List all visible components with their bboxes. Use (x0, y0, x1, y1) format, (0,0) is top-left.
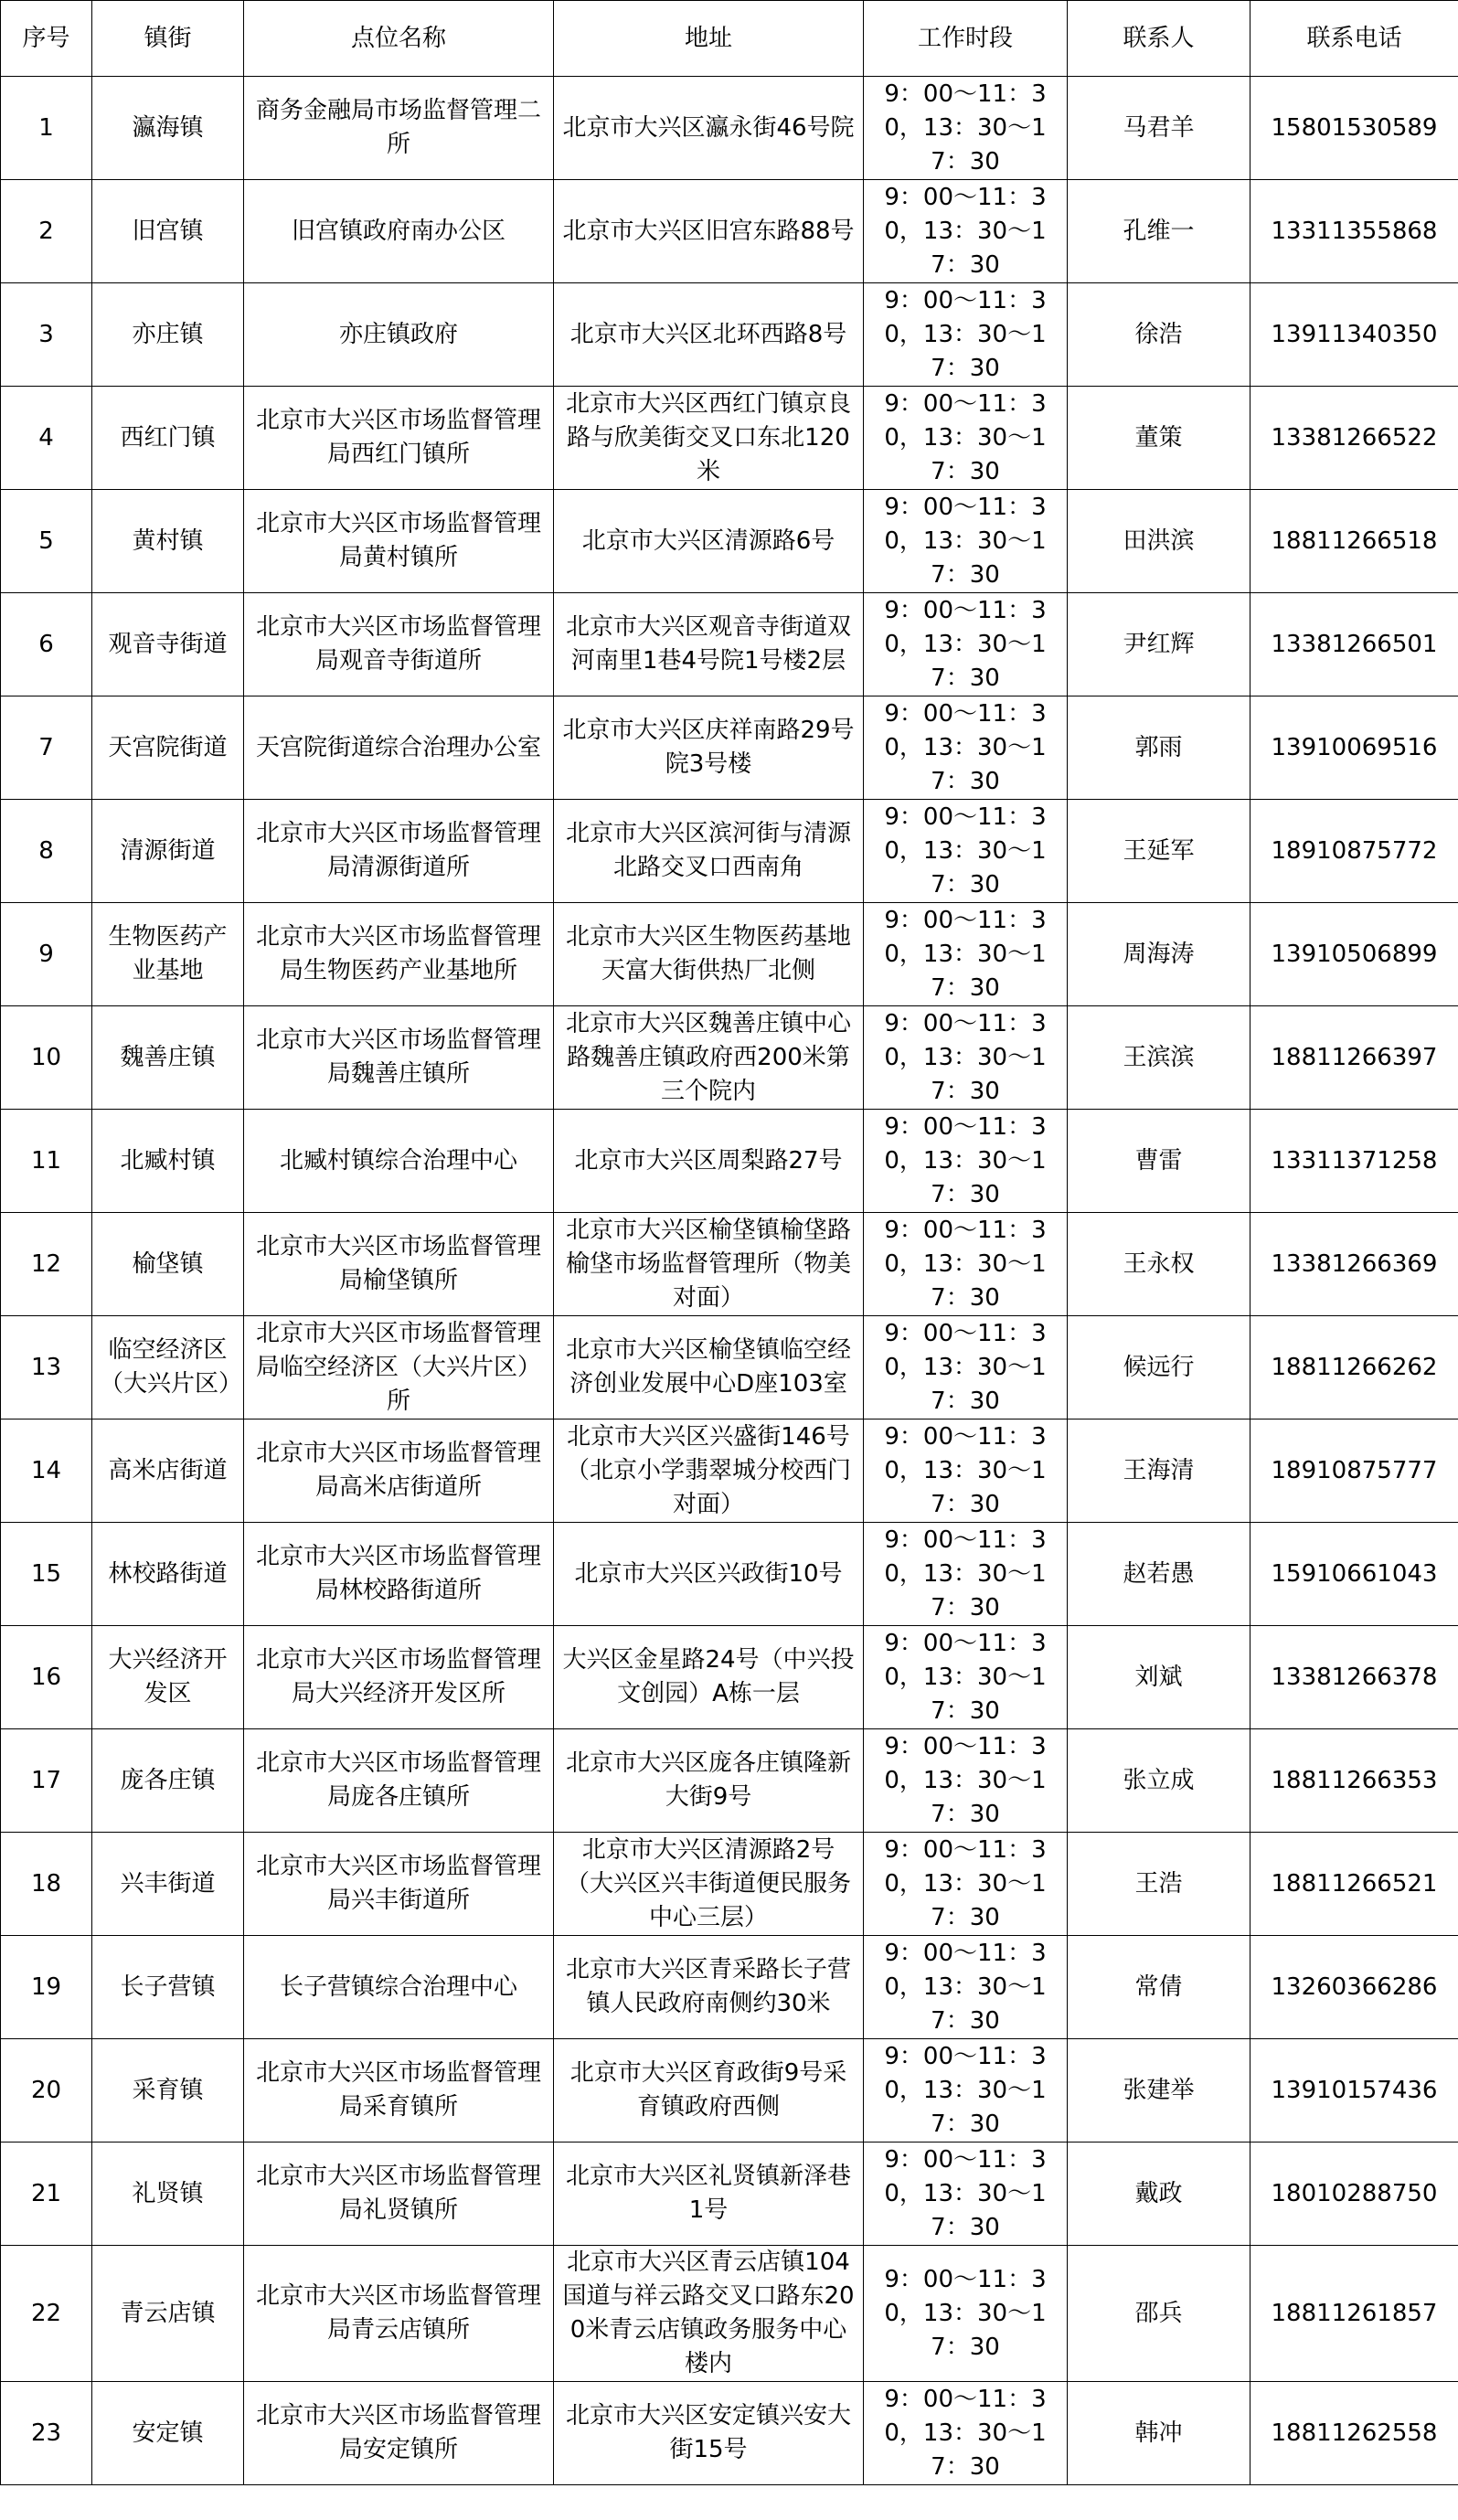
cell-contact: 王永权 (1068, 1213, 1250, 1316)
cell-address: 北京市大兴区庆祥南路29号院3号楼 (554, 696, 864, 800)
cell-hours: 9：00～11：30，13：30～17：30 (864, 387, 1068, 490)
table-row (1, 180, 1458, 283)
cell-site: 北臧村镇综合治理中心 (244, 1110, 554, 1213)
table-header (1, 1, 1458, 77)
cell-town: 临空经济区（大兴片区） (92, 1316, 244, 1419)
cell-contact: 戴政 (1068, 2143, 1250, 2246)
cell-address: 北京市大兴区生物医药基地天富大街供热厂北侧 (554, 903, 864, 1006)
cell-address: 北京市大兴区育政街9号采育镇政府西侧 (554, 2039, 864, 2143)
cell-id: 16 (1, 1626, 92, 1729)
cell-hours: 9：00～11：30，13：30～17：30 (864, 2039, 1068, 2143)
cell-contact: 王海清 (1068, 1419, 1250, 1523)
cell-site: 旧宫镇政府南办公区 (244, 180, 554, 283)
table-row (1, 1833, 1458, 1936)
cell-town: 魏善庄镇 (92, 1006, 244, 1110)
cell-town: 天宫院街道 (92, 696, 244, 800)
cell-town: 观音寺街道 (92, 593, 244, 696)
cell-town: 黄村镇 (92, 490, 244, 593)
table-row (1, 696, 1458, 800)
table-row (1, 1936, 1458, 2039)
cell-site: 北京市大兴区市场监督管理局榆垡镇所 (244, 1213, 554, 1316)
cell-phone: 13311355868 (1250, 180, 1458, 283)
cell-site: 天宫院街道综合治理办公室 (244, 696, 554, 800)
cell-hours: 9：00～11：30，13：30～17：30 (864, 283, 1068, 387)
cell-address: 北京市大兴区观音寺街道双河南里1巷4号院1号楼2层 (554, 593, 864, 696)
cell-phone: 18010288750 (1250, 2143, 1458, 2246)
cell-id: 15 (1, 1523, 92, 1626)
cell-id: 12 (1, 1213, 92, 1316)
cell-contact: 曹雷 (1068, 1110, 1250, 1213)
cell-id: 3 (1, 283, 92, 387)
cell-address: 北京市大兴区北环西路8号 (554, 283, 864, 387)
cell-address: 北京市大兴区滨河街与清源北路交叉口西南角 (554, 800, 864, 903)
cell-town: 林校路街道 (92, 1523, 244, 1626)
cell-id: 13 (1, 1316, 92, 1419)
cell-hours: 9：00～11：30，13：30～17：30 (864, 2246, 1068, 2382)
cell-town: 清源街道 (92, 800, 244, 903)
cell-town: 采育镇 (92, 2039, 244, 2143)
cell-phone: 13911340350 (1250, 283, 1458, 387)
cell-town: 兴丰街道 (92, 1833, 244, 1936)
header-site: 点位名称 (244, 1, 554, 77)
cell-id: 18 (1, 1833, 92, 1936)
cell-site: 长子营镇综合治理中心 (244, 1936, 554, 2039)
table-row (1, 1110, 1458, 1213)
cell-contact: 张立成 (1068, 1729, 1250, 1833)
table-row (1, 800, 1458, 903)
table-row (1, 2039, 1458, 2143)
cell-town: 庞各庄镇 (92, 1729, 244, 1833)
cell-site: 北京市大兴区市场监督管理局黄村镇所 (244, 490, 554, 593)
cell-contact: 韩冲 (1068, 2382, 1250, 2485)
cell-town: 北臧村镇 (92, 1110, 244, 1213)
cell-phone: 15910661043 (1250, 1523, 1458, 1626)
cell-phone: 18811266353 (1250, 1729, 1458, 1833)
cell-address: 大兴区金星路24号（中兴投文创园）A栋一层 (554, 1626, 864, 1729)
cell-phone: 18811262558 (1250, 2382, 1458, 2485)
cell-id: 19 (1, 1936, 92, 2039)
cell-site: 北京市大兴区市场监督管理局西红门镇所 (244, 387, 554, 490)
cell-phone: 13910157436 (1250, 2039, 1458, 2143)
table-row (1, 1419, 1458, 1523)
header-phone: 联系电话 (1250, 1, 1458, 77)
cell-phone: 18811266397 (1250, 1006, 1458, 1110)
table-row (1, 387, 1458, 490)
cell-address: 北京市大兴区清源路6号 (554, 490, 864, 593)
cell-contact: 孔维一 (1068, 180, 1250, 283)
cell-town: 亦庄镇 (92, 283, 244, 387)
cell-hours: 9：00～11：30，13：30～17：30 (864, 77, 1068, 180)
cell-id: 8 (1, 800, 92, 903)
cell-id: 22 (1, 2246, 92, 2382)
table-row (1, 1006, 1458, 1110)
table-row (1, 593, 1458, 696)
table-row (1, 2382, 1458, 2485)
table-row (1, 283, 1458, 387)
cell-hours: 9：00～11：30，13：30～17：30 (864, 180, 1068, 283)
cell-contact: 马君羊 (1068, 77, 1250, 180)
cell-site: 北京市大兴区市场监督管理局林校路街道所 (244, 1523, 554, 1626)
cell-contact: 刘斌 (1068, 1626, 1250, 1729)
cell-id: 20 (1, 2039, 92, 2143)
cell-hours: 9：00～11：30，13：30～17：30 (864, 1936, 1068, 2039)
header-contact: 联系人 (1068, 1, 1250, 77)
cell-town: 长子营镇 (92, 1936, 244, 2039)
cell-hours: 9：00～11：30，13：30～17：30 (864, 1419, 1068, 1523)
table-row (1, 77, 1458, 180)
cell-hours: 9：00～11：30，13：30～17：30 (864, 1833, 1068, 1936)
cell-site: 北京市大兴区市场监督管理局安定镇所 (244, 2382, 554, 2485)
cell-site: 北京市大兴区市场监督管理局庞各庄镇所 (244, 1729, 554, 1833)
cell-id: 5 (1, 490, 92, 593)
cell-site: 北京市大兴区市场监督管理局魏善庄镇所 (244, 1006, 554, 1110)
cell-site: 北京市大兴区市场监督管理局礼贤镇所 (244, 2143, 554, 2246)
cell-contact: 候远行 (1068, 1316, 1250, 1419)
cell-town: 安定镇 (92, 2382, 244, 2485)
cell-town: 礼贤镇 (92, 2143, 244, 2246)
table-row (1, 2143, 1458, 2246)
cell-hours: 9：00～11：30，13：30～17：30 (864, 593, 1068, 696)
cell-address: 北京市大兴区周梨路27号 (554, 1110, 864, 1213)
cell-id: 11 (1, 1110, 92, 1213)
cell-id: 17 (1, 1729, 92, 1833)
cell-address: 北京市大兴区兴政街10号 (554, 1523, 864, 1626)
cell-address: 北京市大兴区青采路长子营镇人民政府南侧约30米 (554, 1936, 864, 2039)
cell-address: 北京市大兴区青云店镇104国道与祥云路交叉口路东200米青云店镇政务服务中心楼内 (554, 2246, 864, 2382)
cell-contact: 常倩 (1068, 1936, 1250, 2039)
cell-address: 北京市大兴区礼贤镇新泽巷1号 (554, 2143, 864, 2246)
cell-phone: 13381266501 (1250, 593, 1458, 696)
cell-hours: 9：00～11：30，13：30～17：30 (864, 1316, 1068, 1419)
cell-hours: 9：00～11：30，13：30～17：30 (864, 1213, 1068, 1316)
cell-phone: 13381266378 (1250, 1626, 1458, 1729)
cell-id: 2 (1, 180, 92, 283)
cell-town: 生物医药产业基地 (92, 903, 244, 1006)
cell-phone: 18811266521 (1250, 1833, 1458, 1936)
cell-address: 北京市大兴区清源路2号（大兴区兴丰街道便民服务中心三层） (554, 1833, 864, 1936)
cell-address: 北京市大兴区榆垡镇临空经济创业发展中心D座103室 (554, 1316, 864, 1419)
cell-address: 北京市大兴区旧宫东路88号 (554, 180, 864, 283)
cell-id: 23 (1, 2382, 92, 2485)
cell-contact: 郭雨 (1068, 696, 1250, 800)
cell-hours: 9：00～11：30，13：30～17：30 (864, 696, 1068, 800)
header-hours: 工作时段 (864, 1, 1068, 77)
cell-contact: 徐浩 (1068, 283, 1250, 387)
cell-hours: 9：00～11：30，13：30～17：30 (864, 800, 1068, 903)
cell-contact: 田洪滨 (1068, 490, 1250, 593)
cell-phone: 15801530589 (1250, 77, 1458, 180)
cell-hours: 9：00～11：30，13：30～17：30 (864, 2143, 1068, 2246)
cell-address: 北京市大兴区庞各庄镇隆新大街9号 (554, 1729, 864, 1833)
cell-site: 北京市大兴区市场监督管理局青云店镇所 (244, 2246, 554, 2382)
cell-id: 14 (1, 1419, 92, 1523)
cell-town: 青云店镇 (92, 2246, 244, 2382)
cell-id: 4 (1, 387, 92, 490)
cell-town: 旧宫镇 (92, 180, 244, 283)
cell-site: 北京市大兴区市场监督管理局生物医药产业基地所 (244, 903, 554, 1006)
cell-hours: 9：00～11：30，13：30～17：30 (864, 1006, 1068, 1110)
cell-hours: 9：00～11：30，13：30～17：30 (864, 2382, 1068, 2485)
cell-address: 北京市大兴区魏善庄镇中心路魏善庄镇政府西200米第三个院内 (554, 1006, 864, 1110)
table-row (1, 1523, 1458, 1626)
table-row (1, 2246, 1458, 2382)
cell-id: 10 (1, 1006, 92, 1110)
cell-hours: 9：00～11：30，13：30～17：30 (864, 1110, 1068, 1213)
cell-phone: 13381266369 (1250, 1213, 1458, 1316)
cell-hours: 9：00～11：30，13：30～17：30 (864, 1729, 1068, 1833)
header-town: 镇街 (92, 1, 244, 77)
cell-address: 北京市大兴区西红门镇京良路与欣美街交叉口东北120米 (554, 387, 864, 490)
cell-site: 北京市大兴区市场监督管理局兴丰街道所 (244, 1833, 554, 1936)
cell-phone: 18811266518 (1250, 490, 1458, 593)
cell-town: 西红门镇 (92, 387, 244, 490)
table-body (1, 77, 1458, 2485)
cell-contact: 张建举 (1068, 2039, 1250, 2143)
cell-hours: 9：00～11：30，13：30～17：30 (864, 903, 1068, 1006)
cell-town: 榆垡镇 (92, 1213, 244, 1316)
cell-hours: 9：00～11：30，13：30～17：30 (864, 1626, 1068, 1729)
cell-site: 北京市大兴区市场监督管理局清源街道所 (244, 800, 554, 903)
cell-id: 6 (1, 593, 92, 696)
header-address: 地址 (554, 1, 864, 77)
cell-id: 21 (1, 2143, 92, 2246)
cell-site: 北京市大兴区市场监督管理局大兴经济开发区所 (244, 1626, 554, 1729)
cell-phone: 18811266262 (1250, 1316, 1458, 1419)
cell-site: 北京市大兴区市场监督管理局观音寺街道所 (244, 593, 554, 696)
cell-town: 高米店街道 (92, 1419, 244, 1523)
table-row (1, 490, 1458, 593)
cell-address: 北京市大兴区安定镇兴安大街15号 (554, 2382, 864, 2485)
cell-town: 大兴经济开发区 (92, 1626, 244, 1729)
cell-phone: 13260366286 (1250, 1936, 1458, 2039)
cell-contact: 邵兵 (1068, 2246, 1250, 2382)
cell-hours: 9：00～11：30，13：30～17：30 (864, 1523, 1068, 1626)
cell-phone: 18910875777 (1250, 1419, 1458, 1523)
table-row (1, 1729, 1458, 1833)
cell-address: 北京市大兴区瀛永街46号院 (554, 77, 864, 180)
cell-id: 7 (1, 696, 92, 800)
cell-contact: 尹红辉 (1068, 593, 1250, 696)
cell-phone: 13311371258 (1250, 1110, 1458, 1213)
cell-address: 北京市大兴区兴盛街146号（北京小学翡翠城分校西门对面） (554, 1419, 864, 1523)
cell-contact: 王延军 (1068, 800, 1250, 903)
header-id: 序号 (1, 1, 92, 77)
table-row (1, 903, 1458, 1006)
cell-contact: 赵若愚 (1068, 1523, 1250, 1626)
cell-phone: 13910506899 (1250, 903, 1458, 1006)
cell-site: 北京市大兴区市场监督管理局采育镇所 (244, 2039, 554, 2143)
cell-site: 亦庄镇政府 (244, 283, 554, 387)
cell-hours: 9：00～11：30，13：30～17：30 (864, 490, 1068, 593)
cell-id: 1 (1, 77, 92, 180)
cell-phone: 18910875772 (1250, 800, 1458, 903)
header-row (1, 1, 1458, 77)
cell-phone: 18811261857 (1250, 2246, 1458, 2382)
cell-address: 北京市大兴区榆垡镇榆垡路榆垡市场监督管理所（物美对面） (554, 1213, 864, 1316)
table-row (1, 1316, 1458, 1419)
cell-phone: 13381266522 (1250, 387, 1458, 490)
cell-site: 北京市大兴区市场监督管理局高米店街道所 (244, 1419, 554, 1523)
cell-town: 瀛海镇 (92, 77, 244, 180)
cell-contact: 周海涛 (1068, 903, 1250, 1006)
cell-id: 9 (1, 903, 92, 1006)
cell-site: 北京市大兴区市场监督管理局临空经济区（大兴片区）所 (244, 1316, 554, 1419)
table-row (1, 1213, 1458, 1316)
cell-site: 商务金融局市场监督管理二所 (244, 77, 554, 180)
cell-contact: 王滨滨 (1068, 1006, 1250, 1110)
cell-contact: 董策 (1068, 387, 1250, 490)
cell-contact: 王浩 (1068, 1833, 1250, 1936)
table-row (1, 1626, 1458, 1729)
cell-phone: 13910069516 (1250, 696, 1458, 800)
